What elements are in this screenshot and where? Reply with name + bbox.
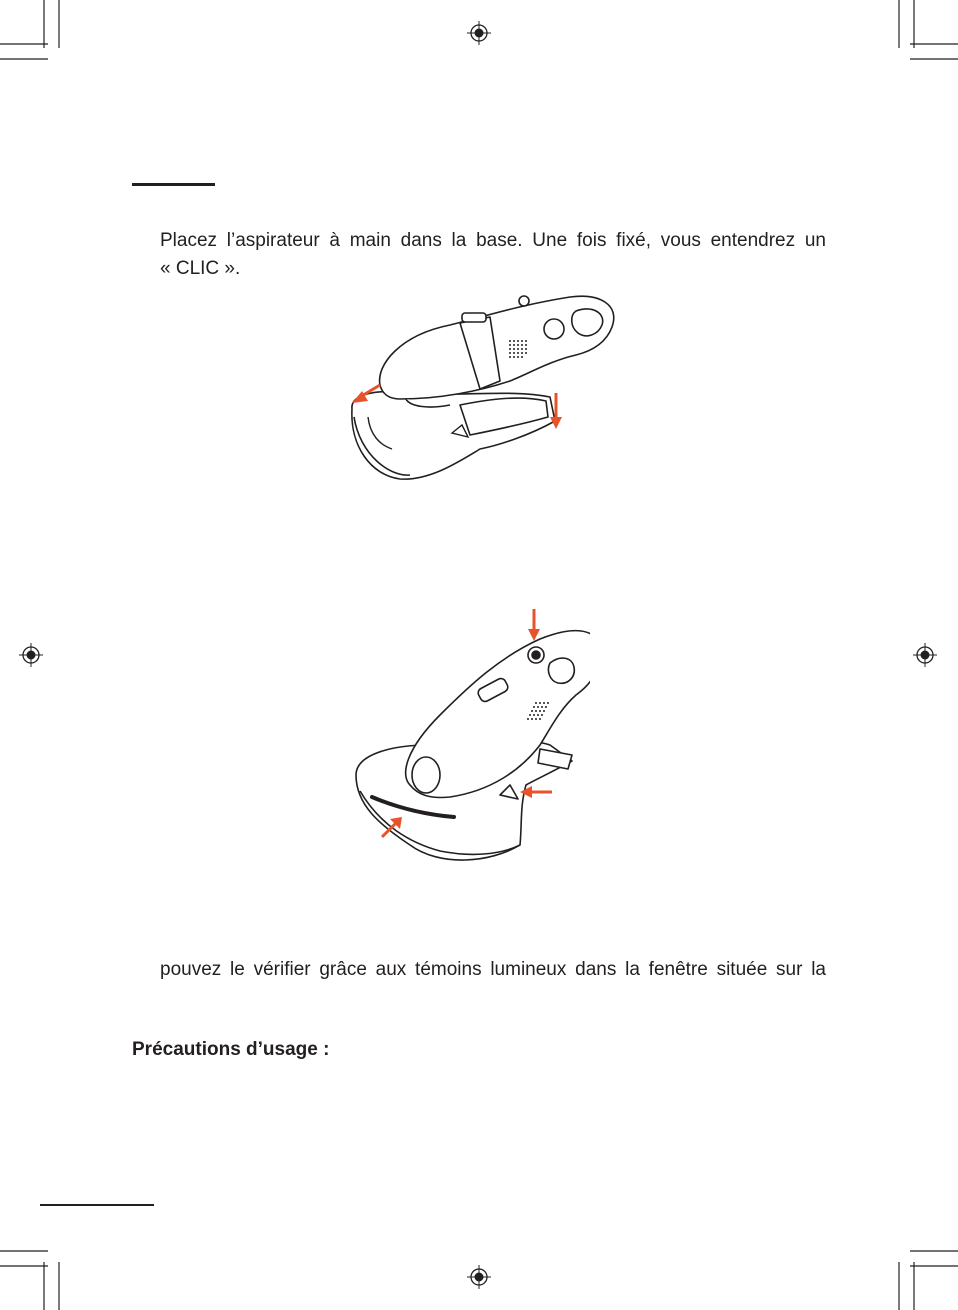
registration-mark-icon [467, 1265, 491, 1289]
section-title: Précautions d’usage : [132, 1039, 330, 1060]
footer-rule [40, 1204, 154, 1206]
heading-underline [132, 183, 215, 186]
paragraph-line: Placez l’aspirateur à main dans la base. Une fois fixé, vous entendrez un [160, 230, 826, 251]
vacuum-docked-illustration [350, 605, 590, 870]
vacuum-docking-illustration [340, 285, 620, 485]
registration-mark-icon [467, 21, 491, 45]
registration-mark-icon [19, 643, 43, 667]
registration-mark-icon [913, 643, 937, 667]
paragraph-line: « CLIC ». [160, 258, 241, 279]
paragraph-line: pouvez le vérifier grâce aux témoins lumineux dans la fenêtre située sur la [160, 959, 826, 980]
